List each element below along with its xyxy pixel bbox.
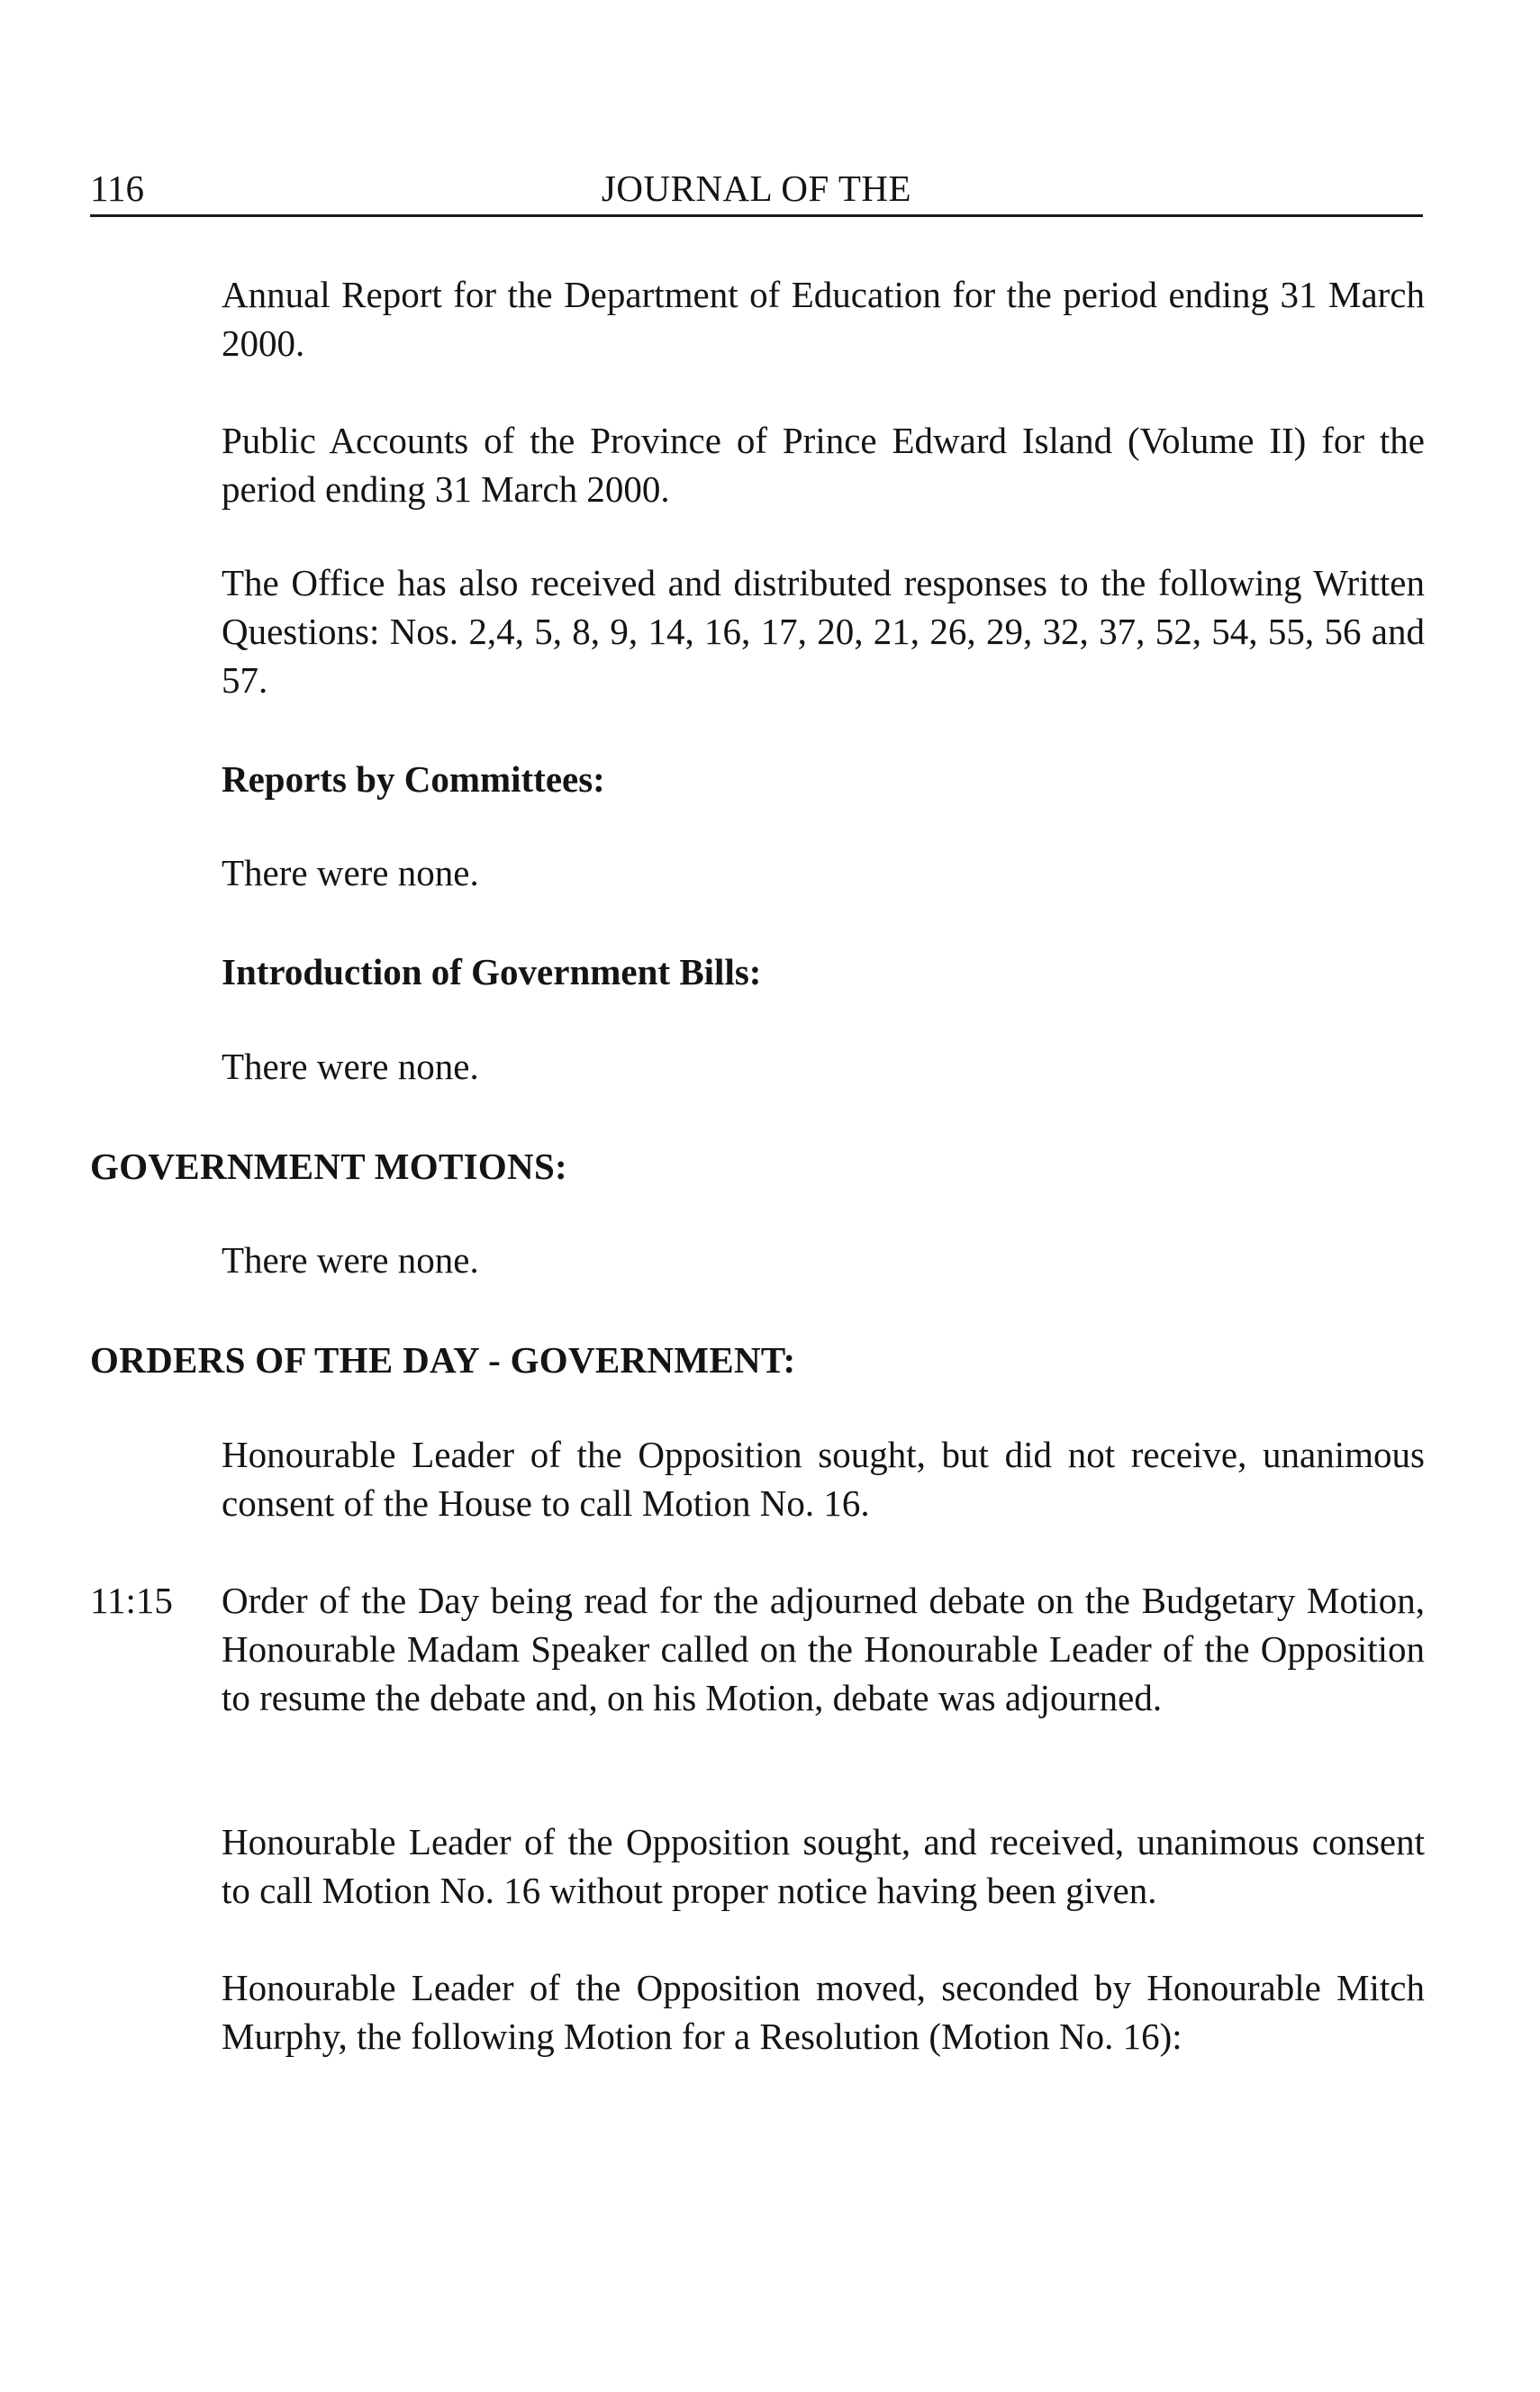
tabled-document-education-report: Annual Report for the Department of Education for the period ending 31 March 2000.: [222, 274, 1425, 364]
motion-moved-paragraph: Honourable Leader of the Opposition moved, seconded by Honourable Mitch Murphy, the following Motion for a Resolution (Motion No. 16):: [222, 1967, 1425, 2057]
government-motions-heading: GOVERNMENT MOTIONS:: [90, 1146, 568, 1187]
government-bills-heading: Introduction of Government Bills:: [222, 951, 762, 992]
reports-by-committees-heading: Reports by Committees:: [222, 758, 605, 800]
consent-received-paragraph: Honourable Leader of the Opposition sought, and received, unanimous consent to call Motion No. 16 without proper notice having been given.: [222, 1821, 1425, 1911]
tabled-document-public-accounts: Public Accounts of the Province of Prince Edward Island (Volume II) for the period ending 31 March 2000.: [222, 420, 1425, 510]
budgetary-debate-paragraph: Order of the Day being read for the adjourned debate on the Budgetary Motion, Honourable Madam Speaker called on the Honourable Leader of the Opposition to resume the debate and, on his Motion, debate was adjourned.: [222, 1580, 1425, 1718]
journal-title: JOURNAL OF THE: [601, 168, 912, 209]
running-header: [90, 162, 1423, 217]
consent-not-received-paragraph: Honourable Leader of the Opposition sought, but did not receive, unanimous consent of the House to call Motion No. 16.: [222, 1434, 1425, 1524]
time-stamp: 11:15: [90, 1580, 173, 1621]
page-number: 116: [90, 168, 144, 209]
written-questions-note: The Office has also received and distributed responses to the following Written Questions: Nos. 2,4, 5, 8, 9, 14, 16, 17, 20, 21, 26, 29, 32, 37, 52, 54, 55, 56 and 57.: [222, 562, 1425, 701]
orders-of-the-day-heading: ORDERS OF THE DAY - GOVERNMENT:: [90, 1339, 796, 1381]
government-bills-text: There were none.: [222, 1046, 479, 1087]
reports-by-committees-text: There were none.: [222, 852, 479, 893]
government-motions-text: There were none.: [222, 1239, 479, 1281]
